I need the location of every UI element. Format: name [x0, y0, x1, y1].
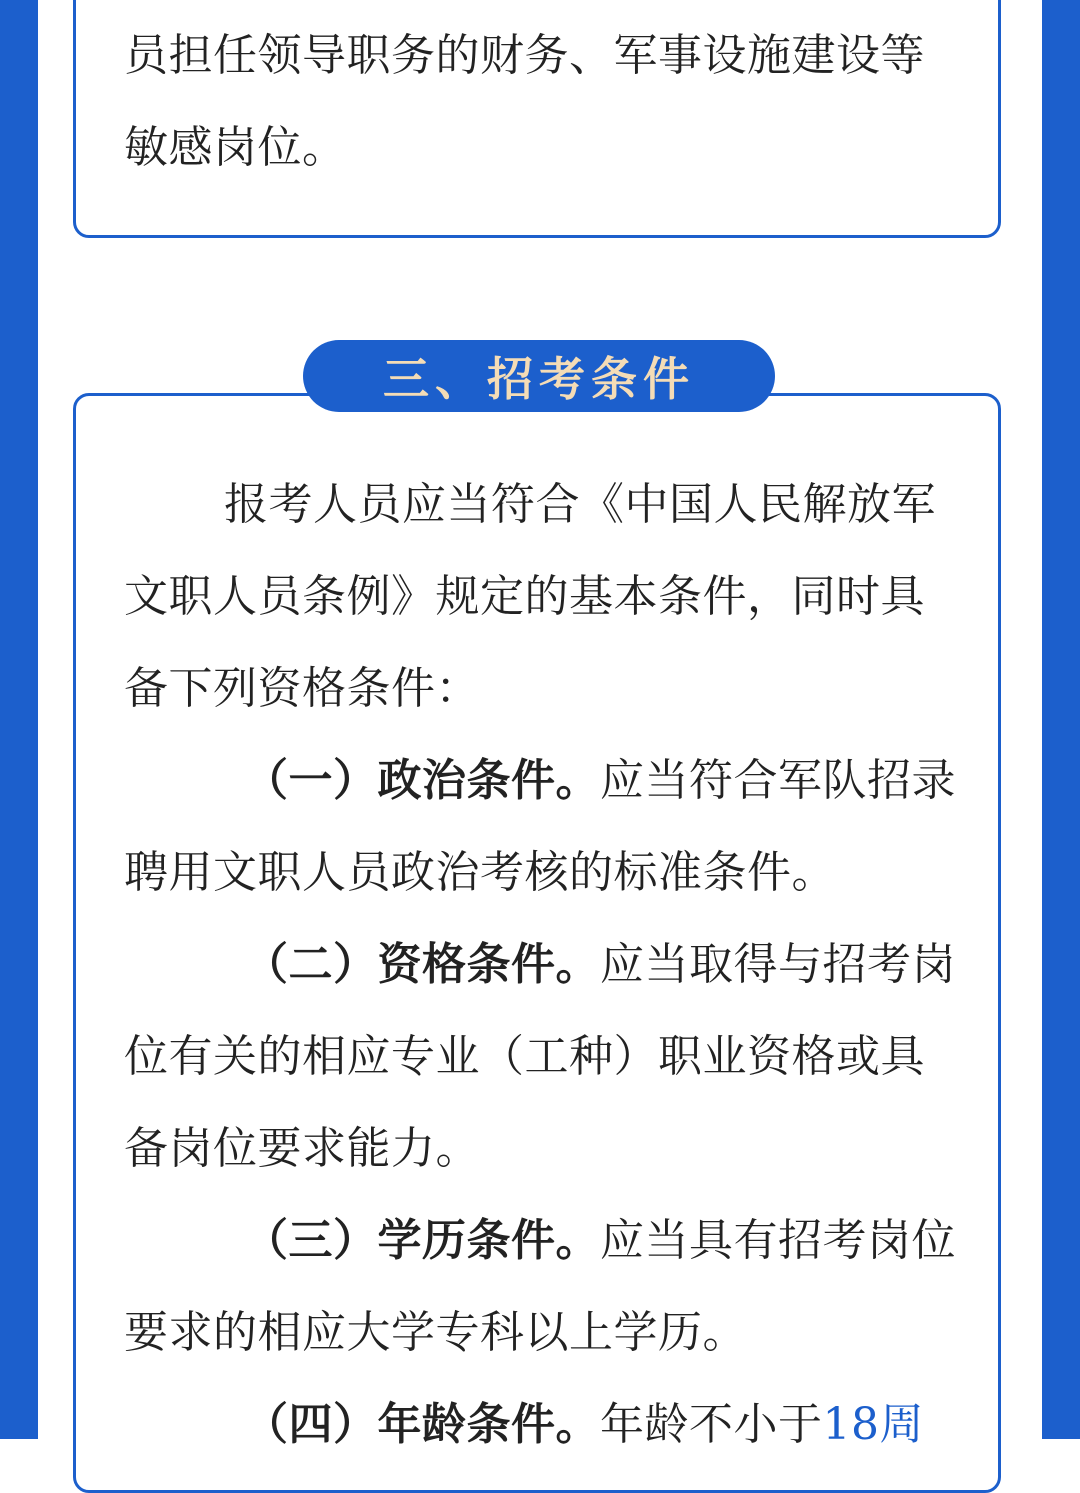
item-heading: （四）年龄条件。 — [244, 1399, 600, 1450]
text-line: 员担任领导职务的财务、军事设施建设等 — [124, 30, 925, 81]
section-header-badge — [303, 340, 775, 412]
item-text: 年龄不小于 — [600, 1399, 823, 1450]
item-heading: （三）学历条件。 — [244, 1215, 600, 1266]
requirements-card — [73, 393, 1001, 1493]
right-border-bar — [1042, 0, 1080, 1439]
item-qualification — [124, 919, 966, 1011]
item-text-line: 要求的相应大学专科以上学历。 — [124, 1307, 747, 1358]
item-heading: （二）资格条件。 — [244, 939, 600, 990]
item-text: 应当具有招考岗位 — [600, 1215, 956, 1266]
intro-line: 备下列资格条件： — [124, 663, 480, 714]
requirements-text — [124, 459, 966, 1471]
item-heading: （一）政治条件。 — [244, 755, 600, 806]
age-highlight: 18周 — [822, 1399, 924, 1450]
item-text: 应当取得与招考岗 — [600, 939, 956, 990]
item-text: 应当符合军队招录 — [600, 755, 956, 806]
item-age — [124, 1379, 966, 1471]
item-text-line: 位有关的相应专业（工种）职业资格或具 — [124, 1031, 925, 1082]
section-title: 三、招考条件 — [383, 352, 695, 406]
item-text-line: 聘用文职人员政治考核的标准条件。 — [124, 847, 836, 898]
previous-section-text — [124, 10, 966, 194]
intro-line: 报考人员应当符合《中国人民解放军 — [224, 479, 936, 530]
left-border-bar — [0, 0, 38, 1439]
item-political — [124, 735, 966, 827]
item-text-line: 备岗位要求能力。 — [124, 1123, 480, 1174]
intro-line: 文职人员条例》规定的基本条件，同时具 — [124, 571, 925, 622]
previous-section-card — [73, 0, 1001, 238]
text-line: 敏感岗位。 — [124, 122, 347, 173]
item-education — [124, 1195, 966, 1287]
